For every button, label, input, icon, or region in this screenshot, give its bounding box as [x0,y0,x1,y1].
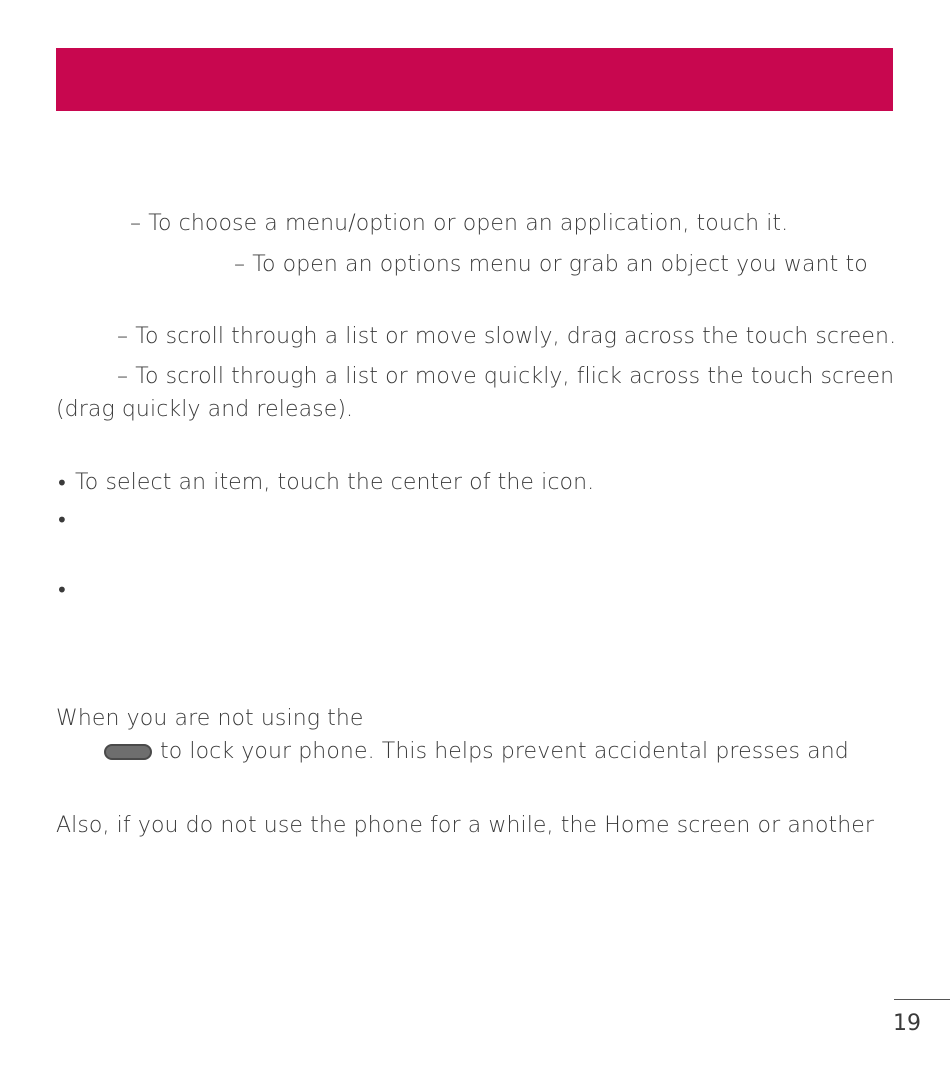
tip-select-item: To select an item, touch the center of the icon. [75,470,595,495]
section-header-bar [56,48,893,111]
flick-description-line1: – To scroll through a list or move quickly, flick across the touch screen [117,364,895,389]
tap-description: – To choose a menu/option or open an application, touch it. [130,211,789,236]
page-number: 19 [893,1011,921,1036]
drag-description: – To scroll through a list or move slowly, drag across the touch screen. [117,324,897,349]
lock-screen-text-line3: Also, if you do not use the phone for a while, the Home screen or another [56,813,875,838]
tip-bullet-3: • [56,578,68,602]
flick-description-line2: (drag quickly and release). [56,397,354,422]
lock-screen-text-line1: When you are not using the [56,706,364,731]
power-lock-key-icon [104,744,152,760]
tip-bullet-2: • [56,508,68,532]
lock-screen-text-line2: to lock your phone. This helps prevent accidental presses and [160,739,849,764]
tip-bullet-1: • [56,471,68,495]
page-number-rule [894,999,950,1000]
touch-and-hold-description: – To open an options menu or grab an object you want to [234,252,868,277]
